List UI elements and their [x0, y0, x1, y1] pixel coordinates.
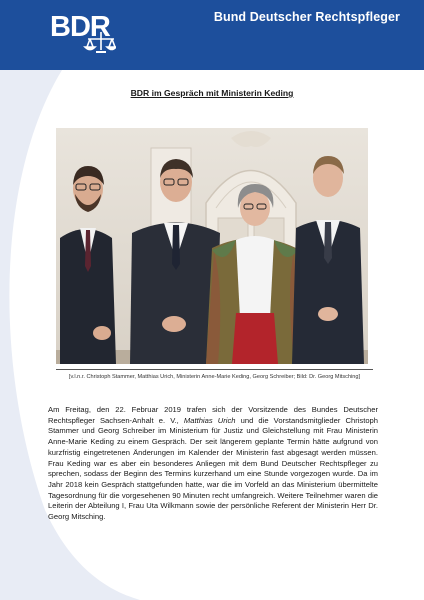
photo-caption: [v.l.n.r. Christoph Stammer, Matthias Urich, Ministerin Anne-Marie Keding, Georg Schreiber; Bild: Dr. Georg Mitsching]	[68, 374, 361, 380]
group-photo	[56, 128, 368, 364]
body-text-emphasis: Matthias Urich	[183, 415, 236, 425]
page-header	[0, 0, 424, 70]
article-body	[48, 405, 378, 523]
body-text-part-2: und die Vorstandsmitglieder Christoph Stammer und Georg Schreiber im Ministerium für Justiz und Gleichstellung mit Frau Ministerin Anne-Marie Keding zu einem Gespräch. Der seit längerem geplante Termin hätte aufgrund von kurzfristig eingetretenen Änderungen im Kalender der Ministerin fast abgesagt werden müssen. Frau Keding war es aber ein besonderes Anliegen mit dem Bund Deutscher Rechtspfleger zu sprechen, sodass der Beginn des Termins kurzerhand um eine Stunde vorgezogen wurde. Da im Jahr 2018 kein Gespräch stattgefunden hatte, war die im Vorfeld an das Ministerium übermittelte Tagesordnung für die vorgesehenen 90 Minuten recht umfangreich. Weitere Teilnehmer waren die Leiterin der Abteilung I, Frau Uta Wilkmann sowie der persönliche Referent der Ministerin Herr Dr. Georg Mitsching.	[48, 415, 379, 522]
article-title: BDR im Gespräch mit Ministerin Keding	[130, 88, 294, 98]
logo-text: BDR	[50, 11, 110, 43]
bdr-logo	[50, 10, 116, 56]
caption-rule	[56, 369, 373, 370]
organization-name: Bund Deutscher Rechtspfleger	[213, 10, 400, 24]
body-text-part-1: Am Freitag, den 22. Februar 2019 trafen sich der Vorsitzende des Bundes Deutscher Rechtspfleger Sachsen-Anhalt e. V.,	[48, 405, 378, 425]
